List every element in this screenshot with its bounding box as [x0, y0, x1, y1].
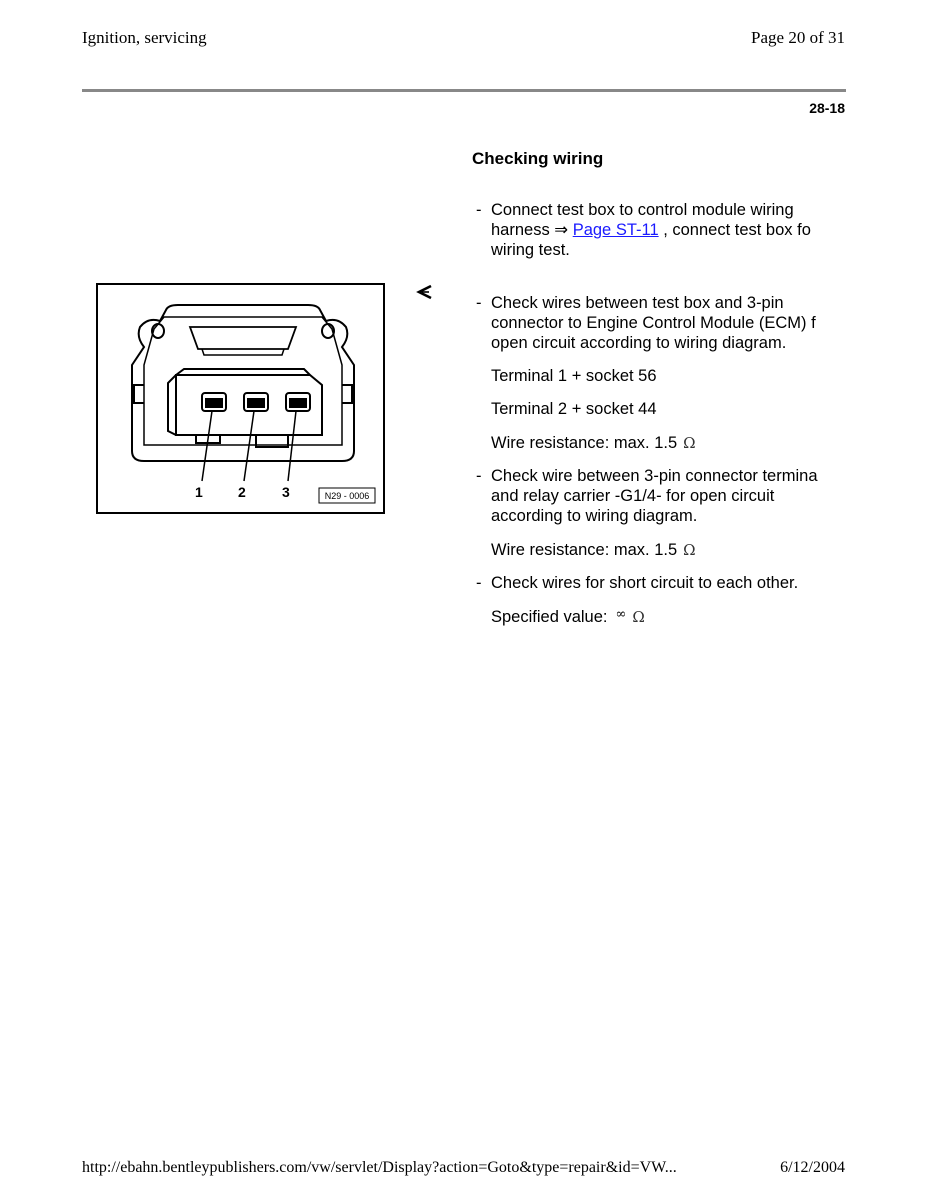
terminal-1-socket: Terminal 1 + socket 56	[491, 367, 657, 385]
footer-url: http://ebahn.bentleypublishers.com/vw/servlet/Display?action=Goto&type=repair&id=VW...	[82, 1159, 677, 1176]
instruction-list	[476, 200, 846, 629]
figure-pointer-icon	[416, 284, 434, 300]
section-title: Checking wiring	[472, 149, 604, 168]
terminal-2-socket: Terminal 2 + socket 44	[491, 400, 657, 418]
page-st-11-link[interactable]: Page ST-11	[572, 221, 659, 239]
connector-drawing	[98, 285, 383, 512]
figure-code: N29 - 0006	[324, 491, 370, 501]
page-number: Page 20 of 31	[751, 28, 845, 47]
header-title: Ignition, servicing	[82, 28, 207, 47]
step-connect-test-box: - Connect test box to control module wiring harness ⇒ Page ST-11 , connect test box fo wiring test.	[476, 201, 811, 259]
step-check-short-circuit: - Check wires for short circuit to each other.	[476, 574, 799, 592]
footer-date: 6/12/2004	[780, 1159, 845, 1176]
pin-label-2: 2	[238, 484, 246, 500]
pin-label-1: 1	[195, 484, 203, 500]
step-check-wires-ecm: - Check wires between test box and 3-pin connector to Engine Control Module (ECM) f open circuit according to wiring diagram.	[476, 294, 816, 352]
pin-label-3: 3	[282, 484, 290, 500]
step-check-wire-relay: - Check wire between 3-pin connector termina and relay carrier -G1/4- for open circuit according to wiring diagram.	[476, 467, 818, 525]
wire-resistance-1: Wire resistance: max. 1.5 Ω	[491, 434, 696, 452]
header-divider	[82, 89, 846, 92]
page-code: 28-18	[809, 100, 845, 116]
connector-figure	[96, 283, 385, 514]
wire-resistance-2: Wire resistance: max. 1.5 Ω	[491, 541, 696, 559]
specified-value: Specified value: ∞ Ω	[491, 607, 645, 626]
